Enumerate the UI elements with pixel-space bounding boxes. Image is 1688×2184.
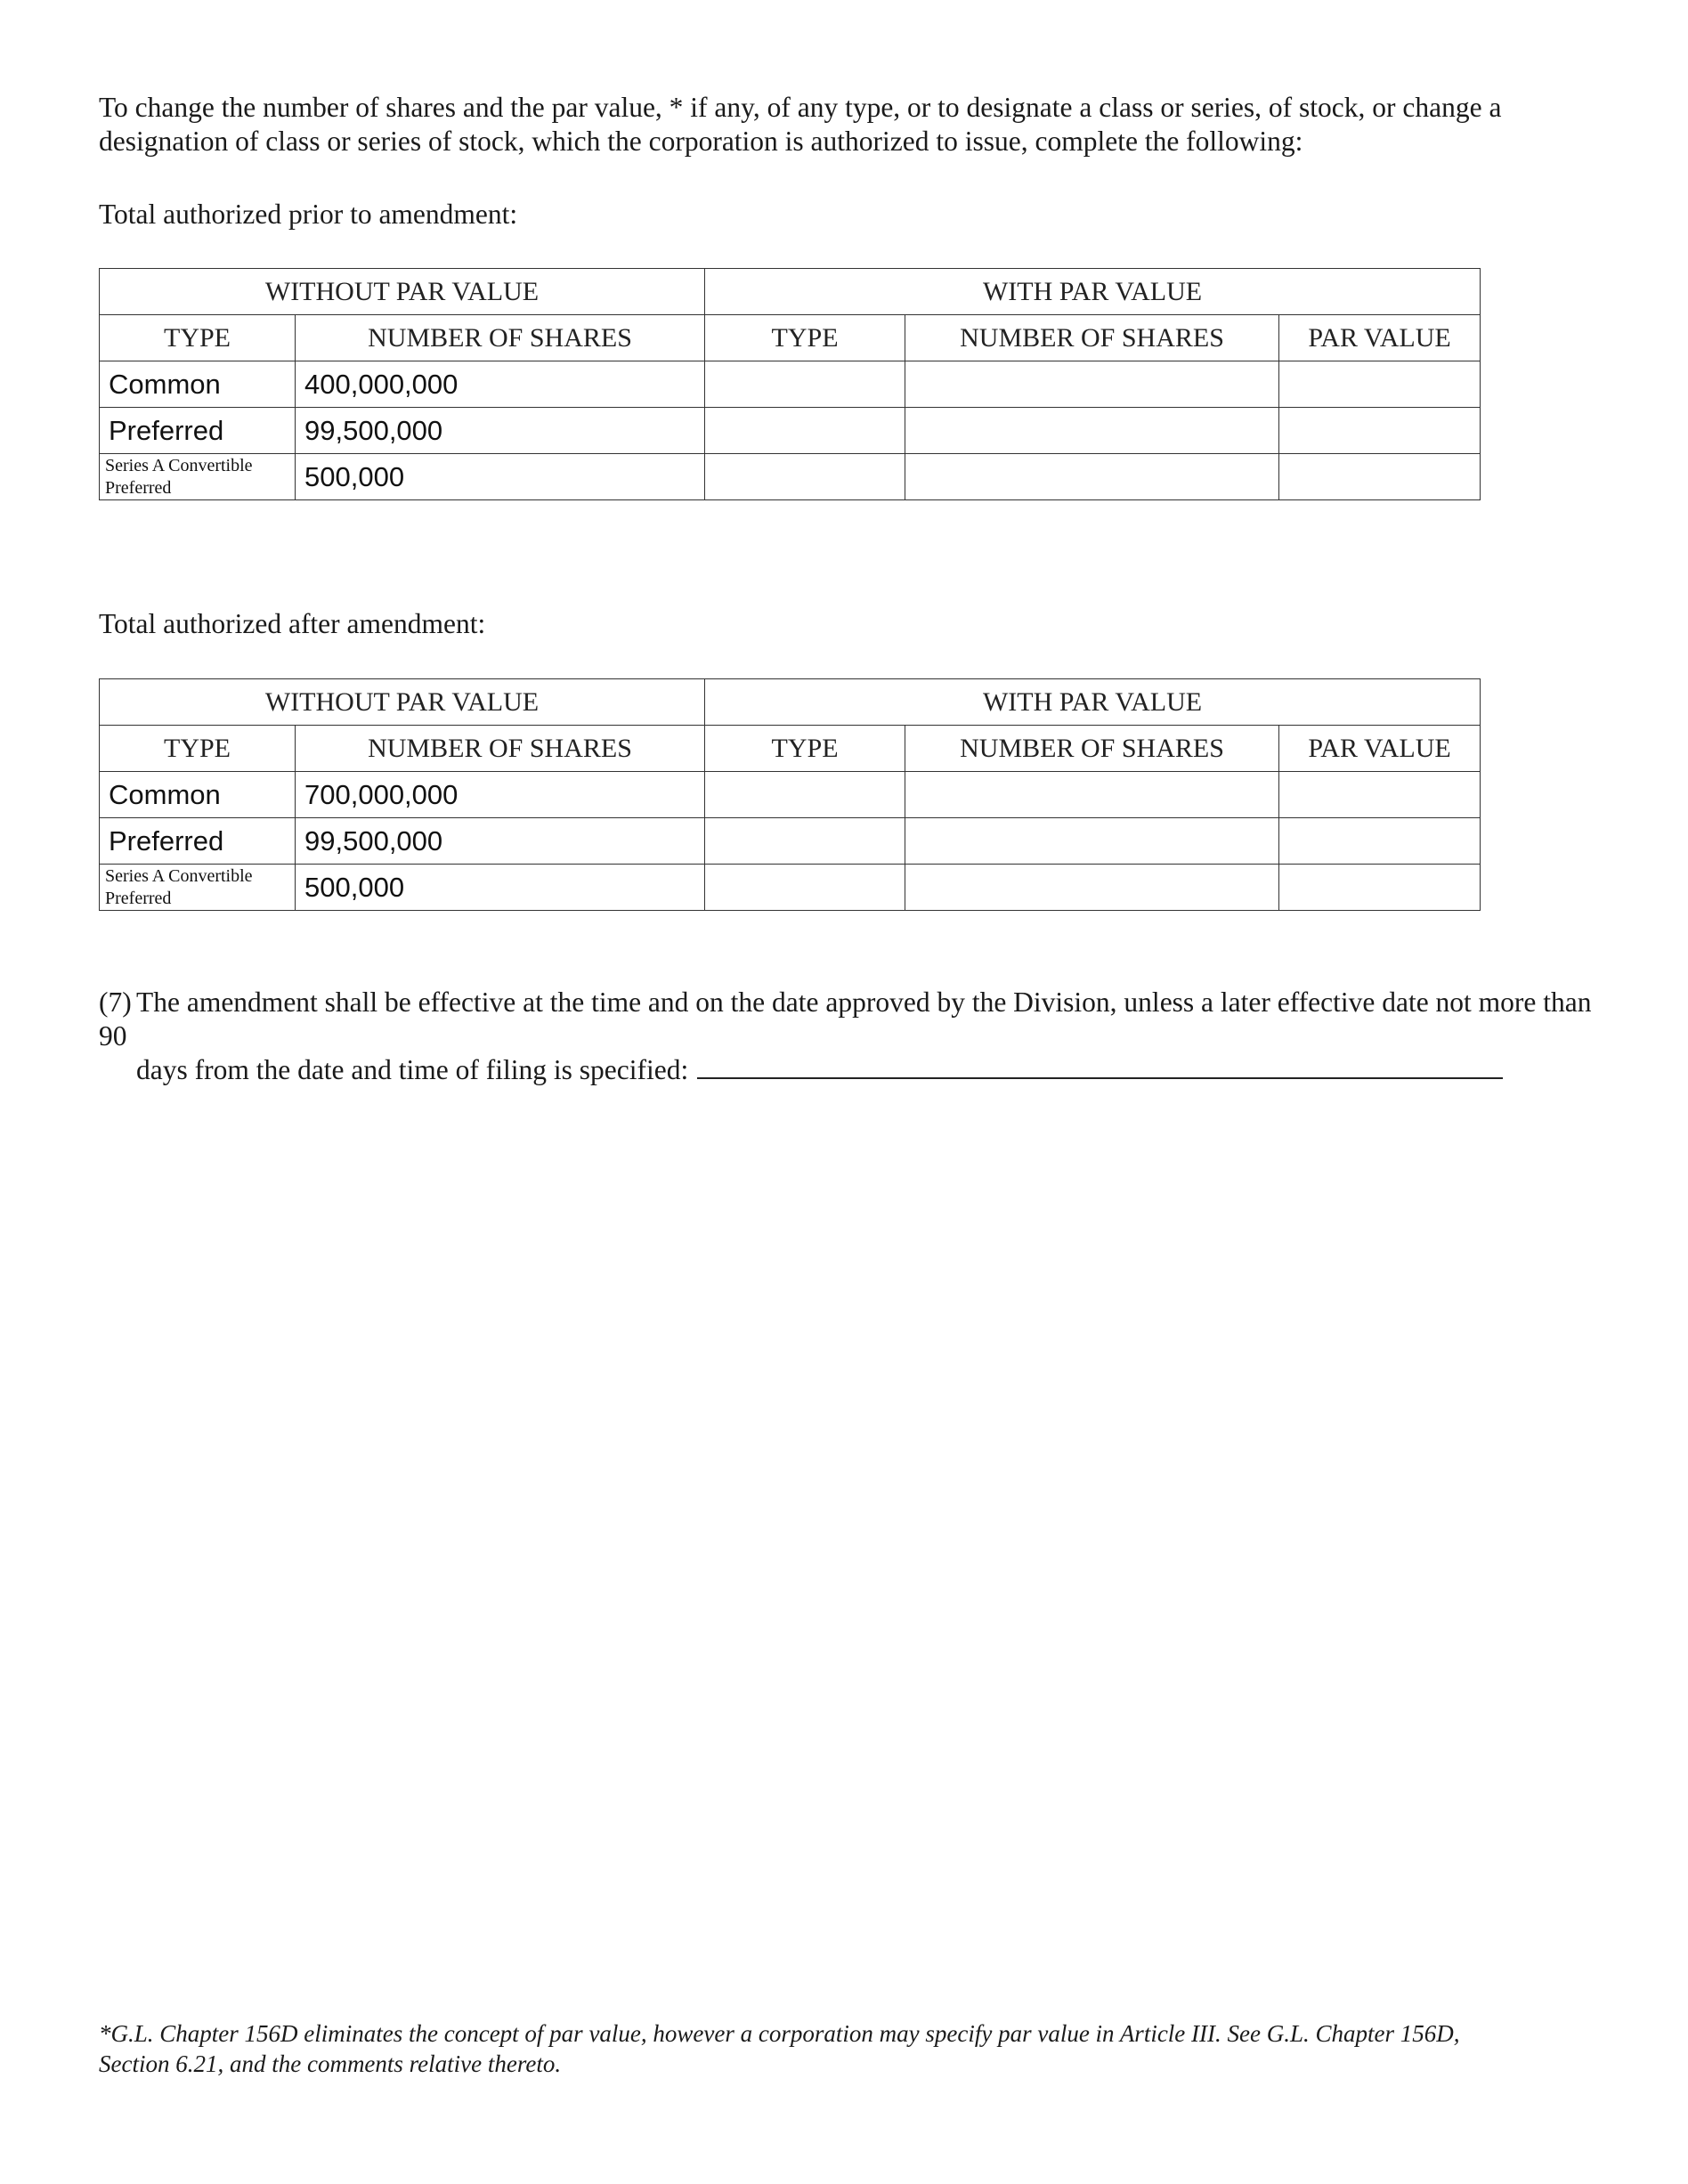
with-par-value-header: WITH PAR VALUE (705, 679, 1481, 726)
paragraph-number: (7) (99, 986, 132, 1018)
empty-cell (705, 454, 905, 500)
table-row (100, 361, 1481, 408)
empty-cell (705, 772, 905, 818)
empty-cell (705, 865, 905, 911)
type-header: TYPE (705, 726, 905, 772)
without-par-value-header: WITHOUT PAR VALUE (100, 269, 705, 315)
empty-cell (705, 361, 905, 408)
type-header: TYPE (100, 726, 296, 772)
number-of-shares-header: NUMBER OF SHARES (905, 315, 1279, 361)
without-par-value-header: WITHOUT PAR VALUE (100, 679, 705, 726)
table-group-header-row (100, 679, 1481, 726)
table-row (100, 818, 1481, 865)
empty-cell (905, 865, 1279, 911)
shares-table-after (99, 678, 1481, 911)
table-column-header-row (100, 315, 1481, 361)
type-cell: Common (100, 361, 296, 408)
empty-cell (705, 408, 905, 454)
shares-cell: 700,000,000 (296, 772, 705, 818)
intro-paragraph: To change the number of shares and the par value, * if any, of any type, or to designate a class or series, of stock, or change a designation of class or series of stock, which the corporation is authorized to issue, complete the following: (99, 92, 1502, 157)
type-cell: Series A Convertible Preferred (100, 865, 296, 911)
empty-cell (905, 454, 1279, 500)
table-row (100, 772, 1481, 818)
par-value-header: PAR VALUE (1279, 726, 1481, 772)
table-row (100, 865, 1481, 911)
empty-cell (905, 408, 1279, 454)
shares-cell: 500,000 (296, 865, 705, 911)
type-cell: Preferred (100, 818, 296, 865)
empty-cell (1279, 408, 1481, 454)
type-header: TYPE (100, 315, 296, 361)
table-row (100, 454, 1481, 500)
shares-table-prior (99, 268, 1481, 500)
shares-cell: 500,000 (296, 454, 705, 500)
empty-cell (1279, 454, 1481, 500)
number-of-shares-header: NUMBER OF SHARES (905, 726, 1279, 772)
table-group-header-row (100, 269, 1481, 315)
paragraph-7-line1: The amendment shall be effective at the time and on the date approved by the Division, unless a later effective date not more than 90 (99, 986, 1592, 1051)
effective-date-blank-line[interactable] (697, 1054, 1503, 1079)
par-value-footnote: *G.L. Chapter 156D eliminates the concept of par value, however a corporation may specify par value in Article III. See G.L. Chapter 156D, Section 6.21, and the comments relative thereto. (99, 2020, 1460, 2077)
shares-cell: 400,000,000 (296, 361, 705, 408)
table-row (100, 408, 1481, 454)
empty-cell (705, 818, 905, 865)
empty-cell (905, 772, 1279, 818)
table-column-header-row (100, 726, 1481, 772)
empty-cell (1279, 772, 1481, 818)
empty-cell (905, 361, 1279, 408)
shares-cell: 99,500,000 (296, 818, 705, 865)
type-cell: Series A Convertible Preferred (100, 454, 296, 500)
type-cell: Preferred (100, 408, 296, 454)
type-header: TYPE (705, 315, 905, 361)
empty-cell (1279, 818, 1481, 865)
type-cell: Common (100, 772, 296, 818)
prior-amendment-label: Total authorized prior to amendment: (99, 199, 518, 230)
after-amendment-label: Total authorized after amendment: (99, 608, 486, 639)
paragraph-7 (99, 986, 1603, 1087)
paragraph-7-line2: days from the date and time of filing is specified: (136, 1054, 689, 1085)
with-par-value-header: WITH PAR VALUE (705, 269, 1481, 315)
shares-cell: 99,500,000 (296, 408, 705, 454)
number-of-shares-header: NUMBER OF SHARES (296, 726, 705, 772)
paragraph-7-line2-wrap (99, 1053, 1603, 1087)
empty-cell (1279, 865, 1481, 911)
empty-cell (1279, 361, 1481, 408)
empty-cell (905, 818, 1279, 865)
par-value-header: PAR VALUE (1279, 315, 1481, 361)
number-of-shares-header: NUMBER OF SHARES (296, 315, 705, 361)
